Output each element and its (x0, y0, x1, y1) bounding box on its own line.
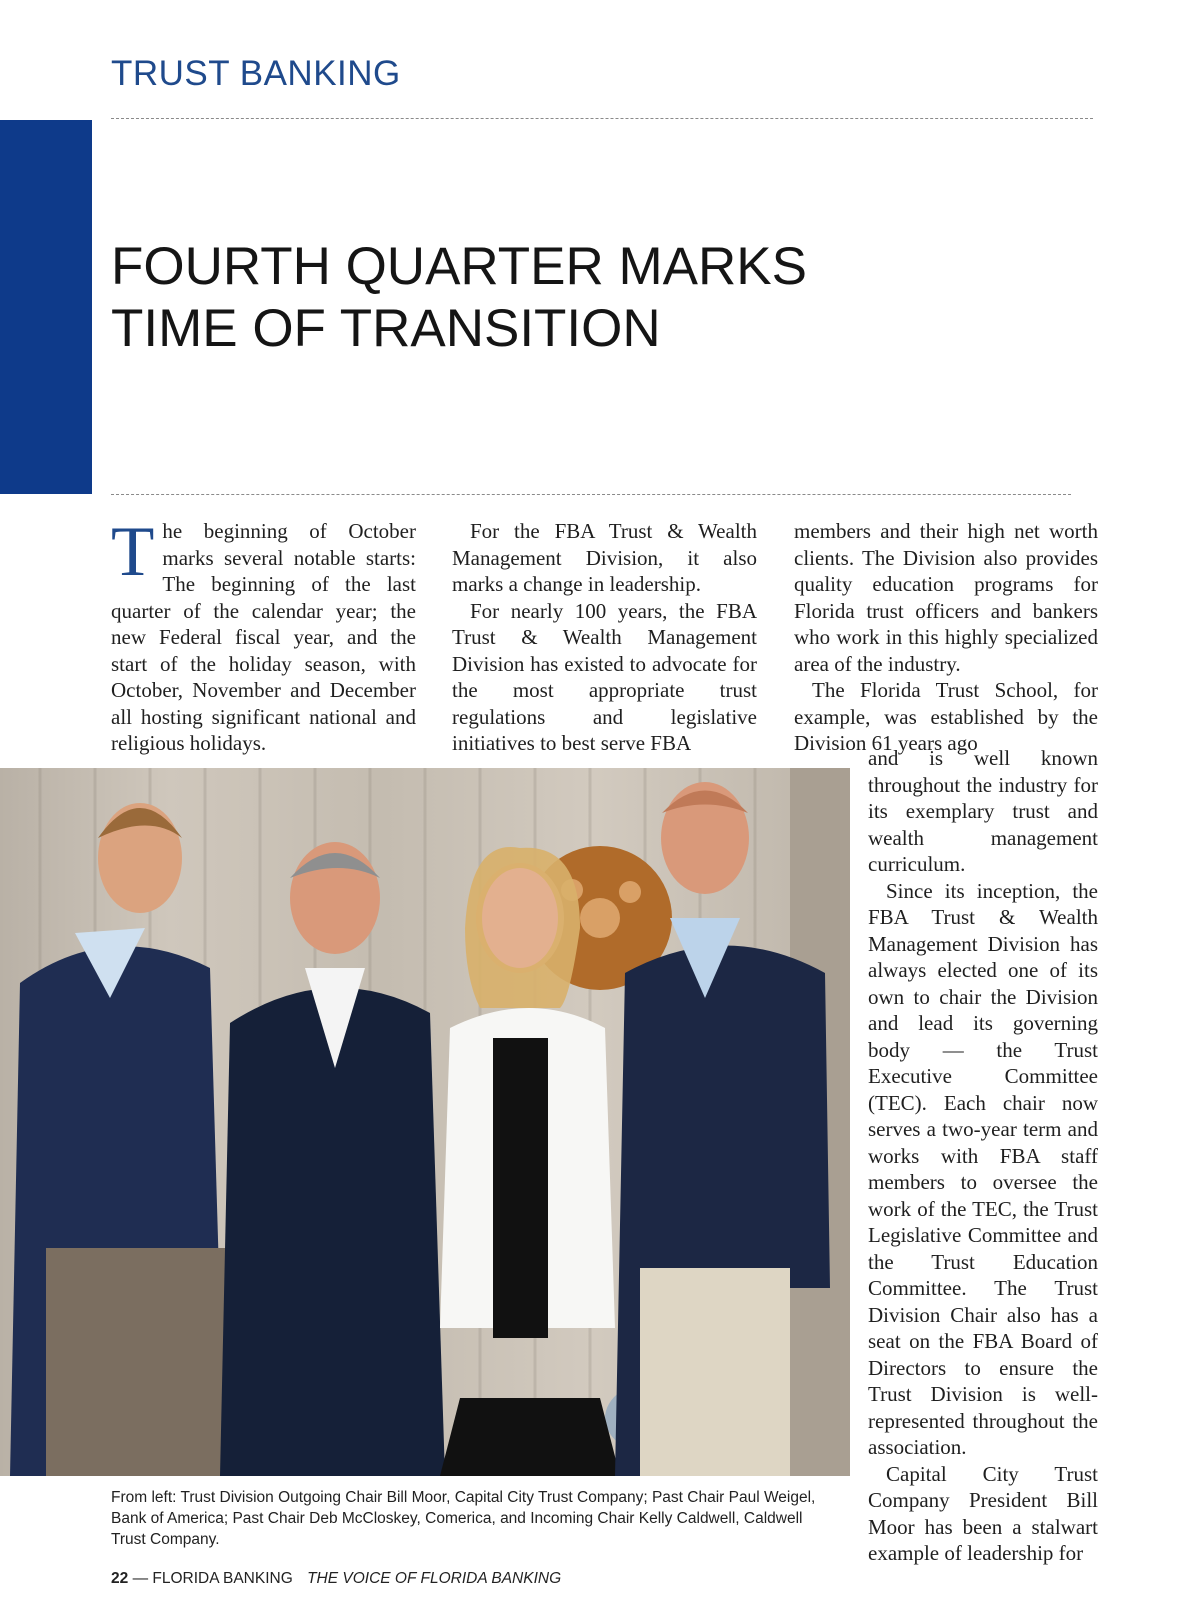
publication-name: — FLORIDA BANKING (132, 1570, 293, 1587)
group-photo (0, 768, 850, 1476)
headline-line-1: FOURTH QUARTER MARKS (111, 237, 807, 296)
headline-divider (111, 494, 1071, 495)
article-column-1 (111, 513, 416, 757)
page-footer (111, 1570, 561, 1588)
paragraph: Capital City Trust Company President Bill Moor has been a stalwart example of leadership for (868, 1461, 1098, 1565)
paragraph: members and their high net worth clients. The Division also provides quality education programs for Florida trust officers and bankers who work in this highly specialized area of the industry. (794, 519, 1098, 676)
paragraph: For the FBA Trust & Wealth Management Division, it also marks a change in leadership. (452, 519, 757, 596)
top-divider (111, 118, 1093, 119)
paragraph: The Florida Trust School, for example, was established by the Division 61 years ago (794, 678, 1098, 755)
intro-paragraph (111, 513, 416, 757)
article-column-3-top (794, 518, 1098, 757)
headline-line-2: TIME OF TRANSITION (111, 299, 661, 358)
page-number: 22 (111, 1570, 129, 1587)
intro-text: he beginning of October marks several notable starts: The beginning of the last quarter of the calendar year; the new Federal fiscal year, and the start of the holiday season, with October, November and December all hosting significant national and religious holidays. (111, 519, 416, 755)
article-column-3-bottom (868, 745, 1098, 1567)
drop-cap: T (111, 513, 155, 591)
publication-tagline: THE VOICE OF FLORIDA BANKING (307, 1570, 562, 1587)
section-label: TRUST BANKING (111, 54, 401, 93)
paragraph: and is well known throughout the industry for its exemplary trust and wealth management curriculum. (868, 746, 1098, 876)
headline (111, 236, 807, 360)
article-column-2 (452, 518, 757, 757)
photo-caption: From left: Trust Division Outgoing Chair Bill Moor, Capital City Trust Company; Past Chair Paul Weigel, Bank of America; Past Chair Deb McCloskey, Comerica, and Incoming Chair Kelly Caldwell, Caldwell Trust Company. (111, 1489, 816, 1548)
accent-bar (0, 120, 92, 494)
paragraph: Since its inception, the FBA Trust & Wealth Management Division has always elected one of its own to chair the Division and lead its governing body — the Trust Executive Committee (TEC). Each chair now serves a two-year term and works with FBA staff members to oversee the work of the TEC, the Trust Legislative Committee and the Trust Education Committee. The Trust Division Chair also has a seat on the FBA Board of Directors to ensure the Trust Division is well-represented throughout the association. (868, 878, 1098, 1459)
paragraph: For nearly 100 years, the FBA Trust & Wealth Management Division has existed to advocate for the most appropriate trust regulations and legislative initiatives to best serve FBA (452, 598, 757, 755)
